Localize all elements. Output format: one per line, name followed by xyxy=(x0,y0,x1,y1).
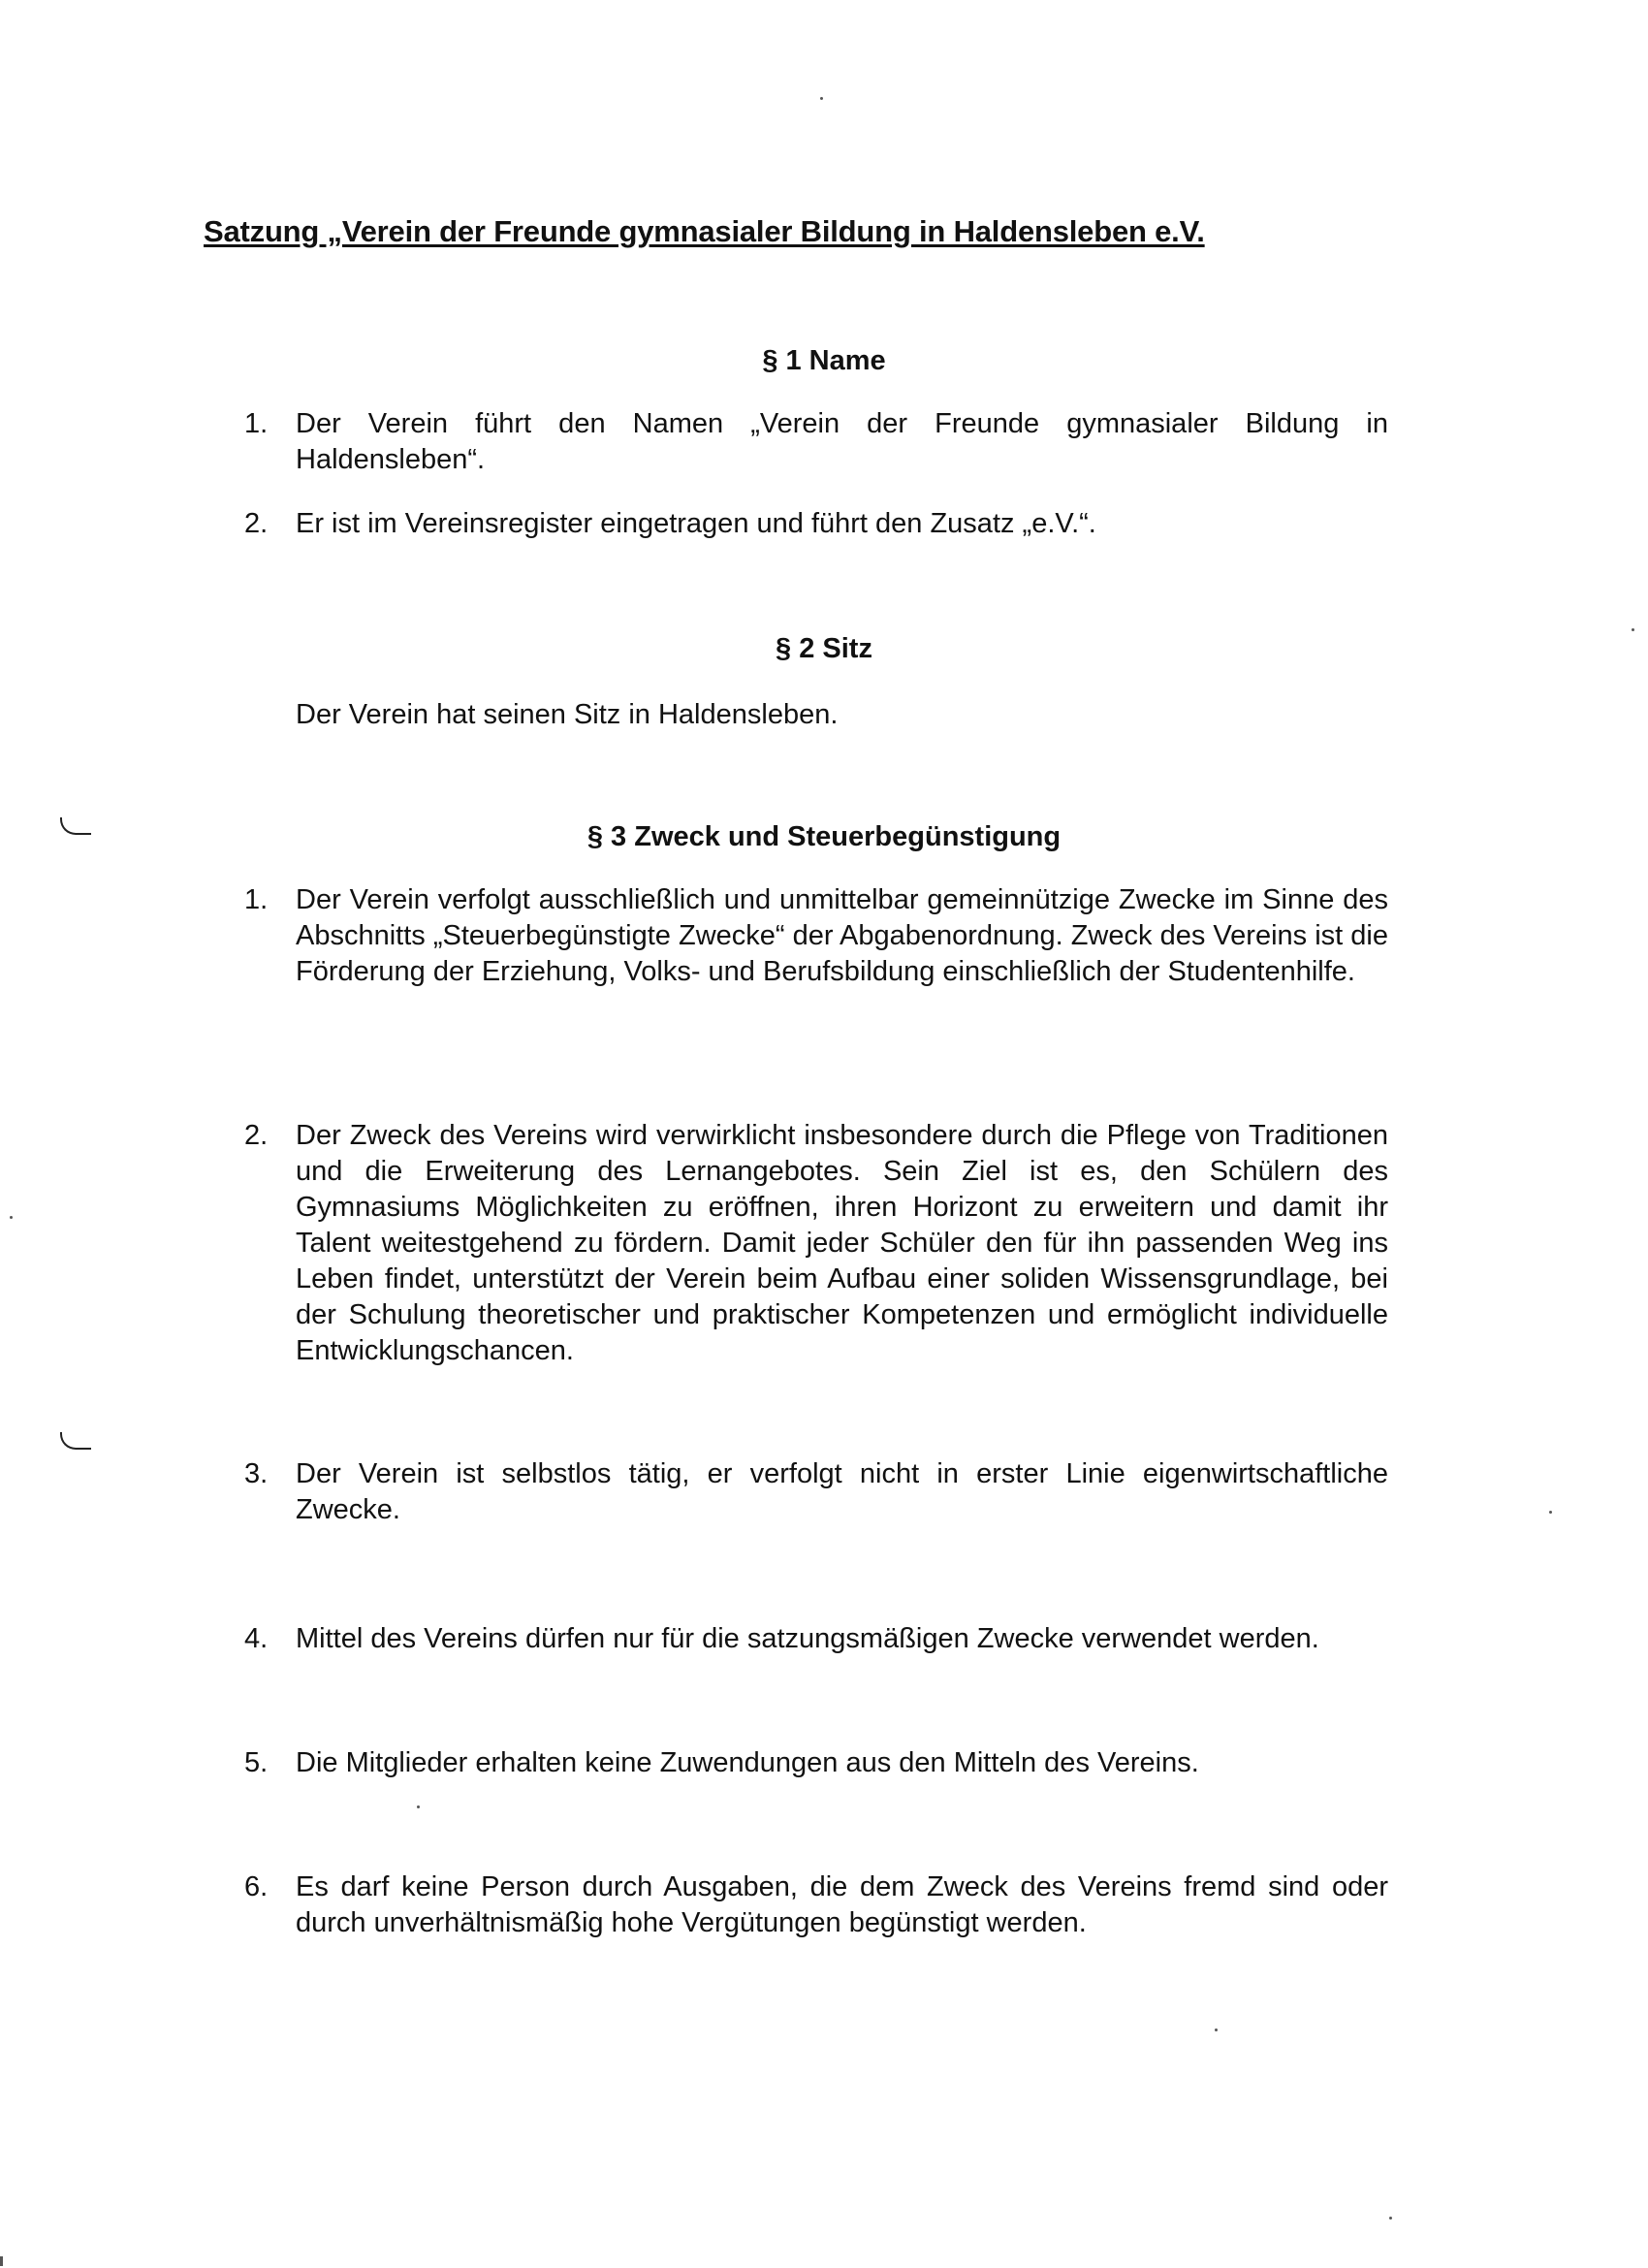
scan-speck xyxy=(820,97,823,100)
item-text: Der Zweck des Vereins wird verwirklicht insbesondere durch die Pflege von Traditionen und die Erweiterung des Lernangebotes. Sein Ziel ist es, den Schülern des Gymnasiums Möglichkeiten zu eröffnen, ihren Horizont zu erweitern und damit ihr Talent weitestgehend zu fördern. Damit jeder Schüler den für ihn passenden Weg ins Leben findet, unterstützt der Verein beim Aufbau einer soliden Wissensgrundlage, bei der Schulung theoretischer und praktischer Kompetenzen und ermöglicht individuelle Entwicklungschancen. xyxy=(296,1120,1388,1366)
section-text: Der Verein hat seinen Sitz in Haldensleben. xyxy=(296,699,839,730)
item-number: 2. xyxy=(244,1120,269,1151)
item-text: Der Verein verfolgt ausschließlich und unmittelbar gemeinnützige Zwecke im Sinne des Abschnitts „Steuerbegünstigte Zwecke“ der Abgabenordnung. Zweck des Vereins ist die Förderung der Erziehung, Volks- und Berufsbildung einschließlich der Studentenhilfe. xyxy=(296,884,1388,987)
item-number: 4. xyxy=(244,1623,269,1654)
scan-speck xyxy=(10,1216,13,1219)
scan-speck xyxy=(1389,2217,1392,2220)
list-item xyxy=(244,1118,1388,1369)
item-text: Er ist im Vereinsregister eingetragen und führt den Zusatz „e.V.“. xyxy=(296,508,1096,539)
margin-mark xyxy=(60,817,91,835)
item-text: Die Mitglieder erhalten keine Zuwendungen aus den Mitteln des Vereins. xyxy=(296,1747,1199,1778)
section-heading-name: § 1 Name xyxy=(762,345,886,376)
scan-speck xyxy=(0,2256,3,2266)
item-number: 2. xyxy=(244,508,269,539)
list-item xyxy=(244,1869,1388,1941)
list-item xyxy=(244,406,1388,478)
list-item xyxy=(244,1621,1388,1657)
list-item xyxy=(244,882,1388,990)
item-text: Es darf keine Person durch Ausgaben, die dem Zweck des Vereins fremd sind oder durch unverhältnismäßig hohe Vergütungen begünstigt werden. xyxy=(296,1871,1388,1938)
item-text: Der Verein führt den Namen „Verein der Freunde gymnasialer Bildung in Haldensleben“. xyxy=(296,408,1388,475)
item-number: 1. xyxy=(244,884,269,915)
margin-mark xyxy=(60,1432,91,1450)
item-text: Mittel des Vereins dürfen nur für die satzungsmäßigen Zwecke verwendet werden. xyxy=(296,1623,1319,1654)
document-title: Satzung „Verein der Freunde gymnasialer Bildung in Haldensleben e.V. xyxy=(204,214,1205,248)
item-number: 1. xyxy=(244,408,269,439)
item-number: 6. xyxy=(244,1871,269,1902)
scan-speck xyxy=(1549,1511,1552,1514)
list-item xyxy=(244,1456,1388,1528)
section-heading-zweck: § 3 Zweck und Steuerbegünstigung xyxy=(586,821,1062,852)
item-text: Der Verein ist selbstlos tätig, er verfolgt nicht in erster Linie eigenwirtschaftliche Zwecke. xyxy=(296,1458,1388,1525)
scan-speck xyxy=(1215,2028,1218,2031)
list-item xyxy=(244,506,1388,542)
list-item xyxy=(244,1745,1388,1781)
section-heading-sitz: § 2 Sitz xyxy=(776,633,872,664)
item-number: 3. xyxy=(244,1458,269,1489)
item-number: 5. xyxy=(244,1747,269,1778)
scan-speck xyxy=(417,1805,420,1808)
scan-speck xyxy=(1632,628,1634,631)
